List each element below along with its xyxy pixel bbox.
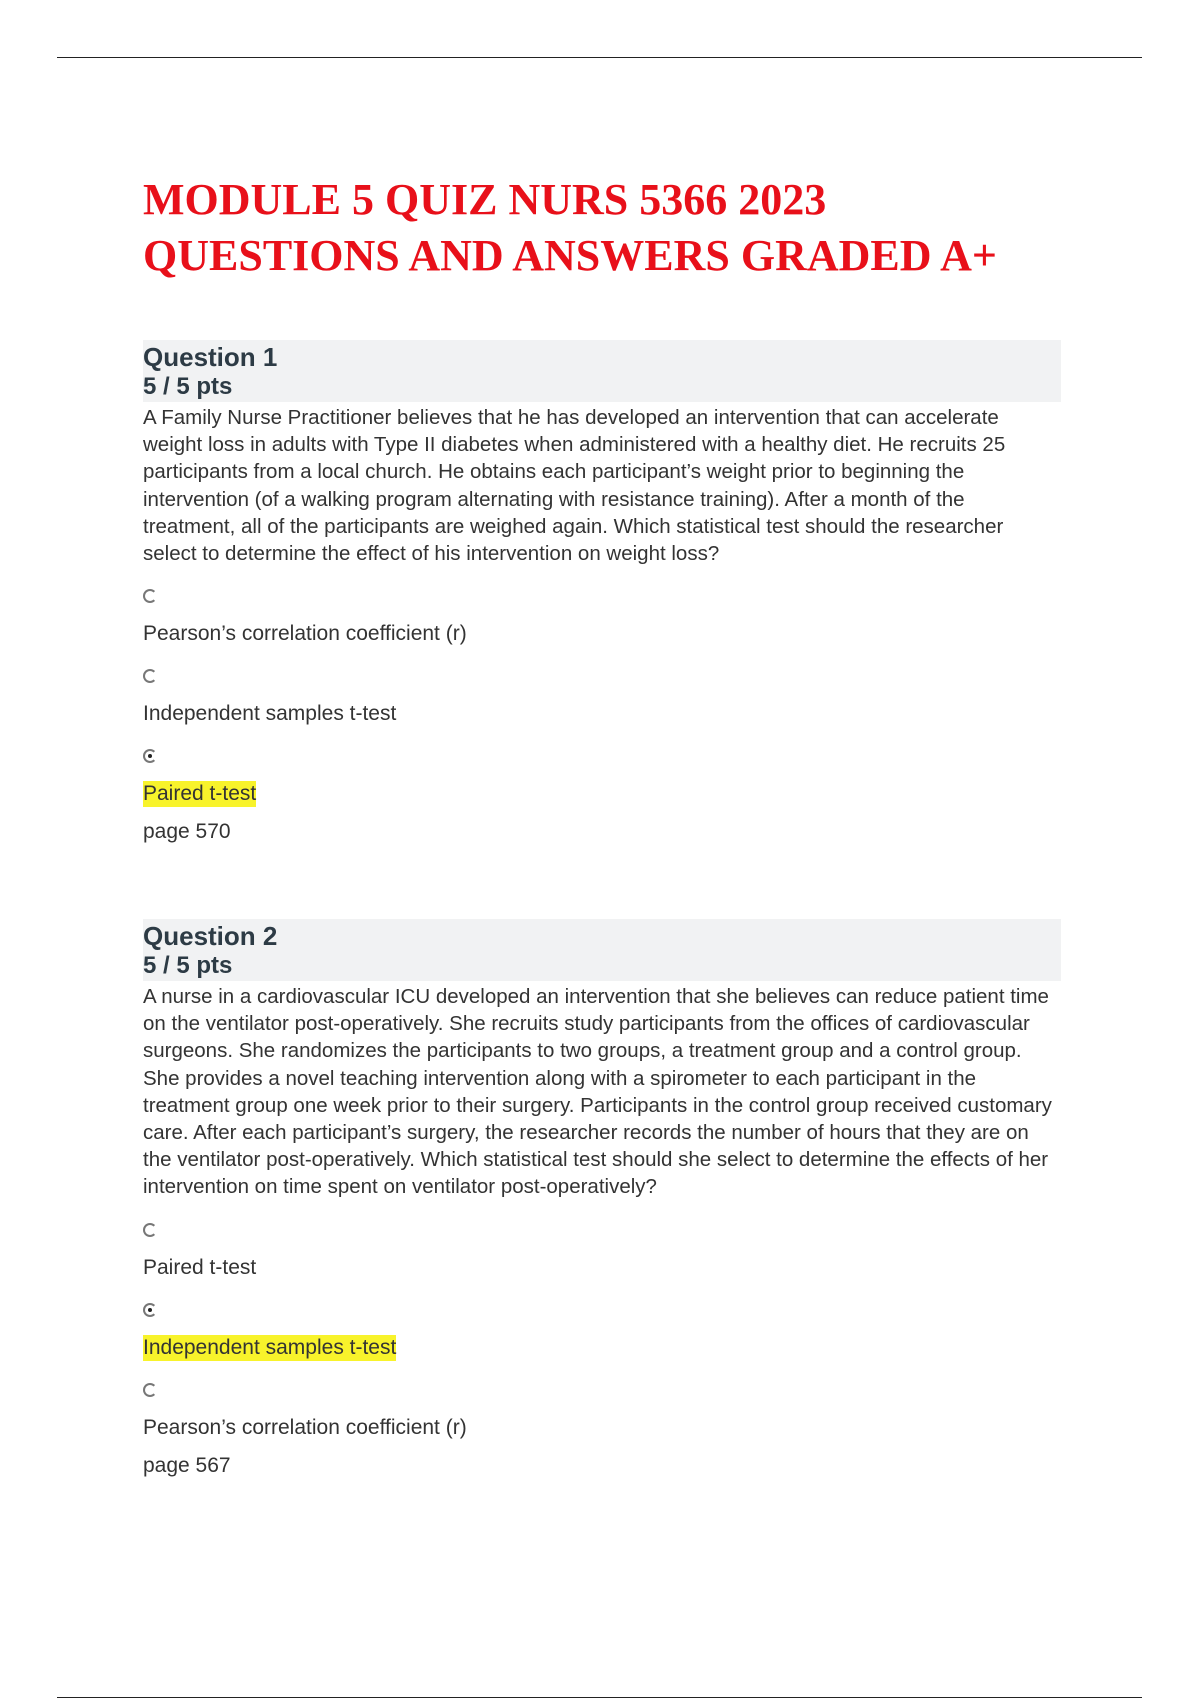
question-points: 5 / 5 pts <box>143 373 233 400</box>
question-title: Question 2 <box>143 921 278 951</box>
question-points: 5 / 5 pts <box>143 952 233 979</box>
question-1 <box>143 340 1061 845</box>
question-title: Question 1 <box>143 342 278 372</box>
answer-label: Independent samples t-test <box>143 702 397 726</box>
question-text: A Family Nurse Practitioner believes that he has developed an intervention that can accelerate weight loss in adults with Type II diabetes when administered with a healthy diet. He recruits 25 participants from a local church. He obtains each participant’s weight prior to beginning the intervention (of a walking program alternating with resistance training). After a month of the treatment, all of the participants are weighed again. Which statistical test should the researcher select to determine the effect of his intervention on weight loss? <box>143 406 1006 566</box>
radio-button-icon[interactable] <box>143 1223 157 1237</box>
page-reference: page 570 <box>143 820 231 844</box>
answer-option-3[interactable] <box>143 1383 1061 1441</box>
title-line-2: QUESTIONS AND ANSWERS GRADED A+ <box>143 231 997 280</box>
radio-button-selected-icon[interactable] <box>143 749 157 763</box>
answer-option-1[interactable] <box>143 1223 1061 1281</box>
title-line-1: MODULE 5 QUIZ NURS 5366 2023 <box>143 175 827 224</box>
answer-option-3[interactable] <box>143 749 1061 807</box>
top-rule <box>57 57 1142 58</box>
answer-label: Pearson’s correlation coefficient (r) <box>143 1415 467 1439</box>
answer-label: Paired t-test <box>143 1255 257 1279</box>
answer-option-2[interactable] <box>143 669 1061 727</box>
answer-option-2[interactable] <box>143 1303 1061 1361</box>
page-reference: page 567 <box>143 1453 231 1477</box>
question-header <box>143 919 1061 981</box>
document-title <box>143 172 1123 284</box>
question-text: A nurse in a cardiovascular ICU developed an intervention that she believes can reduce patient time on the ventilator post-operatively. She recruits study participants from the offices of cardiovascular surgeons. She randomizes the participants to two groups, a treatment group and a control group. She provides a novel teaching intervention along with a spirometer to each participant in the treatment group one week prior to their surgery. Participants in the control group received customary care. After each participant’s surgery, the researcher records the number of hours that they are on the ventilator post-operatively. Which statistical test should she select to determine the effects of her intervention on time spent on ventilator post-operatively? <box>143 985 1052 1199</box>
radio-button-selected-icon[interactable] <box>143 1303 157 1317</box>
radio-button-icon[interactable] <box>143 589 157 603</box>
radio-button-icon[interactable] <box>143 1383 157 1397</box>
bottom-rule <box>57 1697 1142 1698</box>
radio-button-icon[interactable] <box>143 669 157 683</box>
question-2 <box>143 919 1061 1479</box>
answer-option-1[interactable] <box>143 589 1061 647</box>
correct-answer-label: Independent samples t-test <box>143 1335 397 1359</box>
question-header <box>143 340 1061 402</box>
correct-answer-label: Paired t-test <box>143 782 257 806</box>
answer-label: Pearson’s correlation coefficient (r) <box>143 622 467 646</box>
